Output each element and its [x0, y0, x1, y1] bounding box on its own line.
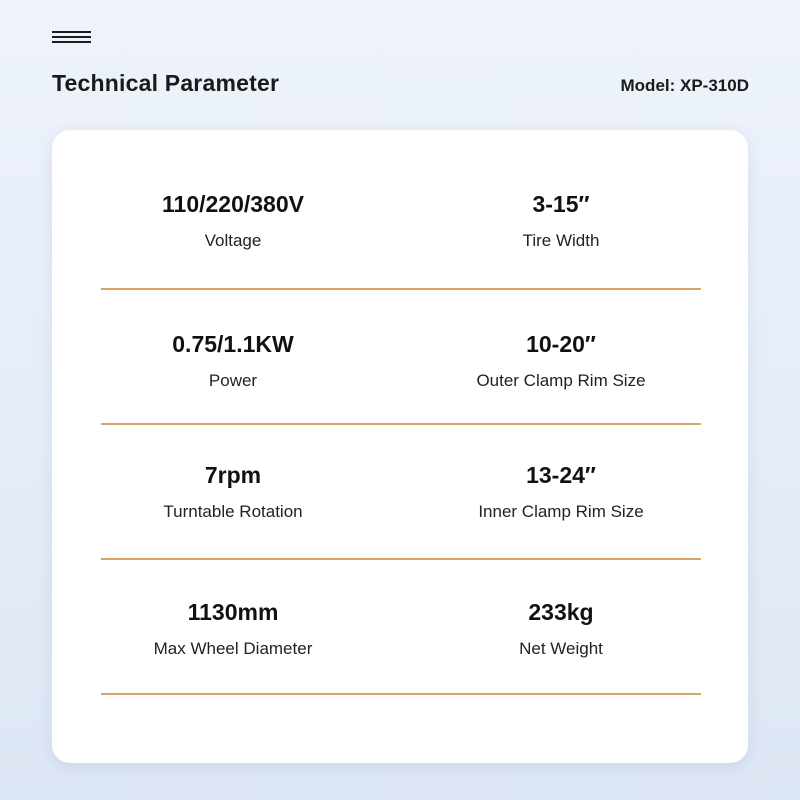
- parameter-label: Voltage: [204, 231, 262, 250]
- menu-line: [52, 41, 91, 43]
- model-label: Model: XP-310D: [620, 76, 749, 95]
- parameter-label: Outer Clamp Rim Size: [476, 371, 646, 390]
- parameter-value: 10-20″: [526, 331, 596, 357]
- parameter-row: [52, 461, 748, 596]
- row-divider: [101, 423, 701, 425]
- parameter-outer-clamp: [421, 330, 701, 392]
- parameter-label: Power: [208, 371, 258, 390]
- parameter-label: Max Wheel Diameter: [153, 639, 313, 658]
- menu-line: [52, 36, 91, 38]
- page-title: Technical Parameter: [52, 70, 280, 96]
- parameter-value: 233kg: [528, 599, 594, 625]
- parameter-value: 0.75/1.1KW: [172, 331, 294, 357]
- parameter-power: [93, 330, 373, 392]
- parameter-max-wheel: [93, 598, 373, 660]
- row-divider: [101, 693, 701, 695]
- parameter-row: [52, 190, 748, 325]
- parameter-row: [52, 598, 748, 733]
- parameter-card: [52, 130, 748, 763]
- parameter-row: [52, 330, 748, 465]
- parameter-turntable: [93, 461, 373, 523]
- menu-line: [52, 31, 91, 33]
- parameter-label: Tire Width: [522, 231, 600, 250]
- parameter-label: Net Weight: [519, 639, 603, 658]
- parameter-inner-clamp: [421, 461, 701, 523]
- parameter-value: 13-24″: [526, 462, 596, 488]
- menu-icon[interactable]: [52, 31, 91, 47]
- parameter-value: 110/220/380V: [162, 191, 304, 217]
- parameter-net-weight: [421, 598, 701, 660]
- parameter-tire-width: [421, 190, 701, 252]
- parameter-value: 3-15″: [532, 191, 590, 217]
- row-divider: [101, 288, 701, 290]
- parameter-value: 1130mm: [187, 599, 279, 625]
- parameter-label: Turntable Rotation: [163, 502, 303, 521]
- row-divider: [101, 558, 701, 560]
- parameter-voltage: [93, 190, 373, 252]
- parameter-label: Inner Clamp Rim Size: [478, 502, 644, 521]
- parameter-value: 7rpm: [204, 462, 262, 488]
